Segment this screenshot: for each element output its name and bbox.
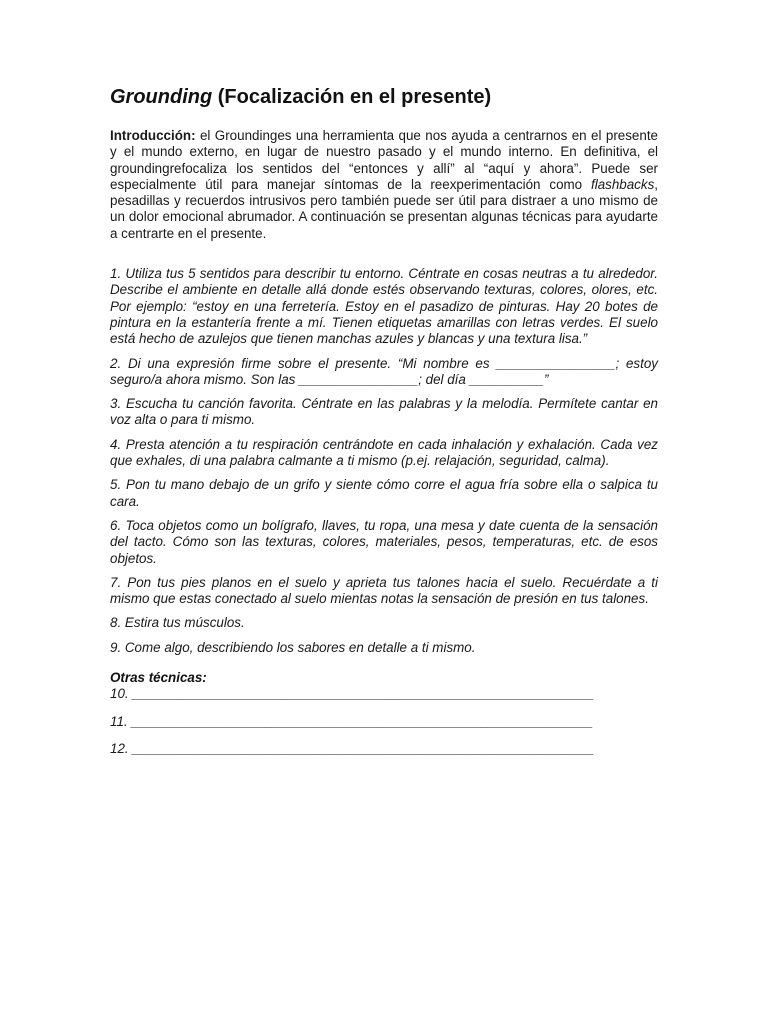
technique-item-4: 4. Presta atención a tu respiración centrándote en cada inhalación y exhalación. Cada vez que exhales, di una palabra calmante a ti mismo (p.ej. relajación, seguridad, calma).	[110, 436, 658, 469]
technique-item-6: 6. Toca objetos como un bolígrafo, llaves, tu ropa, una mesa y date cuenta de la sensación del tacto. Cómo son las texturas, colores, materiales, pesos, temperaturas, etc. de esos objetos.	[110, 517, 658, 566]
intro-text-1: el Groundinges una herramienta que nos ayuda a centrarnos en el presente y el mundo externo, en lugar de nuestro pasado y el mundo interno. En definitiva, el groundingrefocaliza los sentidos del “entonces y allí” al “aquí y ahora”. Puede ser especialmente útil para manejar síntomas de la reexperimentación como	[110, 128, 658, 192]
intro-label: Introducción:	[110, 128, 196, 143]
document-content	[110, 84, 658, 768]
blank-line-11: 11. ______________________________________________________________	[110, 713, 594, 729]
intro-paragraph	[110, 128, 658, 242]
title-italic: Grounding	[110, 86, 213, 108]
technique-item-7: 7. Pon tus pies planos en el suelo y aprieta tus talones hacia el suelo. Recuérdate a ti mismo que estas conectado al suelo mientas notas la sensación de presión en tus talones.	[110, 574, 658, 607]
blank-line-10: 10. ______________________________________________________________	[110, 686, 595, 702]
title-rest: (Focalización en el presente)	[212, 86, 492, 108]
intro-flashbacks: flashbacks	[591, 176, 655, 192]
technique-list	[110, 266, 658, 656]
page-title	[110, 84, 658, 110]
technique-item-1: 1. Utiliza tus 5 sentidos para describir tu entorno. Céntrate en cosas neutras a tu alrededor. Describe el ambiente en detalle allá donde estés observando texturas, colores, olores, etc. Por ejemplo: “estoy en una ferretería. Estoy en el pasadizo de pinturas. Hay 20 botes de pintura en la estantería frente a mí. Tienen etiquetas amarillas con letras verdes. El suelo está hecho de azulejos que tienen manchas azules y blancas y una textura lisa.”	[110, 266, 658, 347]
technique-item-2: 2. Di una expresión firme sobre el presente. “Mi nombre es ________________; estoy seguro/a ahora mismo. Son las ________________; del día __________”	[110, 355, 658, 387]
intro-text-2: , pesadillas y recuerdos intrusivos pero también puede ser útil para distraer a uno mismo de un dolor emocional abrumador. A continuación se presentan algunas técnicas para ayudarte a centrarte en el presente.	[110, 176, 658, 241]
technique-item-9: 9. Come algo, describiendo los sabores en detalle a ti mismo.	[110, 639, 476, 655]
other-techniques-title: Otras técnicas:	[110, 670, 207, 686]
technique-item-5: 5. Pon tu mano debajo de un grifo y siente cómo corre el agua fría sobre ella o salpica tu cara.	[110, 477, 658, 509]
technique-item-8: 8. Estira tus músculos.	[110, 615, 245, 631]
technique-item-3: 3. Escucha tu canción favorita. Céntrate en las palabras y la melodía. Permítete cantar en voz alta o para ti mismo.	[110, 396, 658, 428]
blank-line-12: 12. ______________________________________________________________	[110, 740, 595, 756]
